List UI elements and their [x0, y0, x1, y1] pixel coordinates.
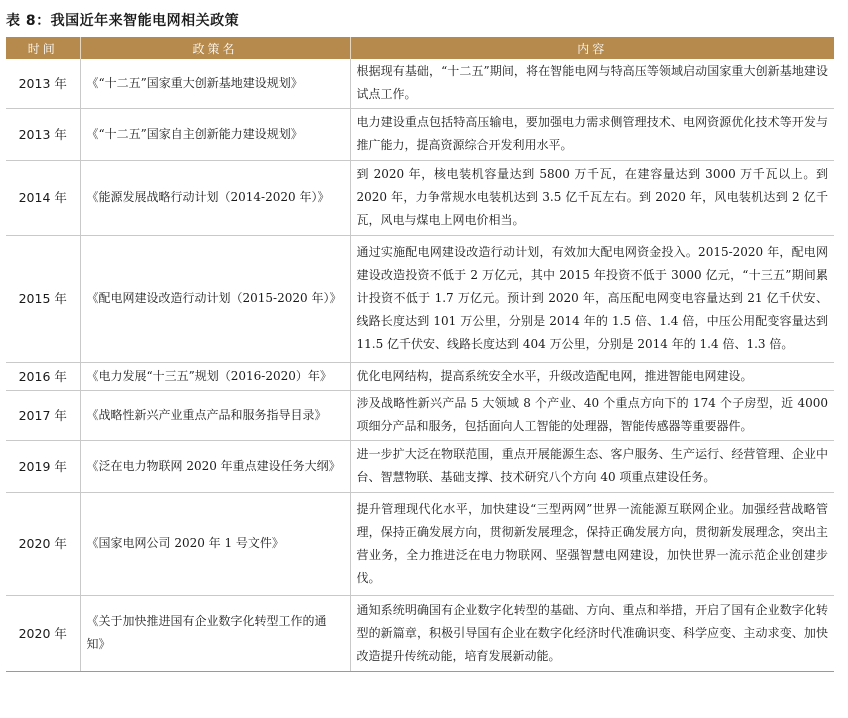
row-policy-name: 《国家电网公司 2020 年 1 号文件》	[80, 492, 350, 595]
row-content: 到 2020 年，核电装机容量达到 5800 万千瓦，在建容量达到 3000 万千瓦以上。到 2020 年，力争常规水电装机达到 3.5 亿千瓦左右。到 2020 年，风电装机达到 2 亿千瓦，风电与煤电上网电价相当。	[350, 160, 834, 235]
row-policy-name: 《电力发展“十三五”规划（2016-2020）年》	[80, 362, 350, 390]
row-content: 电力建设重点包括特高压输电，要加强电力需求侧管理技术、电网资源优化技术等开发与推广能力，提高资源综合开发利用水平。	[350, 108, 834, 160]
header-content: 内容	[350, 37, 834, 59]
table-title: 表 8：我国近年来智能电网相关政策	[6, 13, 240, 29]
row-content: 通知系统明确国有企业数字化转型的基础、方向、重点和举措，开启了国有企业数字化转型的新篇章，积极引导国有企业在数字化经济时代准确识变、科学应变、主动求变、加快改造提升传统动能，培育发展新动能。	[350, 595, 834, 671]
row-year: 2015 年	[6, 235, 80, 362]
header-year: 时间	[6, 37, 80, 59]
row-year: 2020 年	[6, 595, 80, 671]
row-year: 2017 年	[6, 390, 80, 440]
row-year: 2020 年	[6, 492, 80, 595]
row-year: 2013 年	[6, 108, 80, 160]
table-header-row	[6, 37, 834, 59]
table-row	[6, 59, 834, 108]
table-row	[6, 362, 834, 390]
header-policy-name: 政策名	[80, 37, 350, 59]
row-content: 进一步扩大泛在物联范围，重点开展能源生态、客户服务、生产运行、经营管理、企业中台、智慧物联、基础支撑、技术研究八个方向 40 项重点建设任务。	[350, 440, 834, 492]
row-year: 2016 年	[6, 362, 80, 390]
row-policy-name: 《“十二五”国家自主创新能力建设规划》	[80, 108, 350, 160]
table-row	[6, 492, 834, 595]
row-policy-name: 《泛在电力物联网 2020 年重点建设任务大纲》	[80, 440, 350, 492]
row-policy-name: 《战略性新兴产业重点产品和服务指导目录》	[80, 390, 350, 440]
table-row	[6, 440, 834, 492]
row-policy-name: 《关于加快推进国有企业数字化转型工作的通知》	[80, 595, 350, 671]
row-year: 2014 年	[6, 160, 80, 235]
row-policy-name: 《“十二五”国家重大创新基地建设规划》	[80, 59, 350, 108]
row-policy-name: 《能源发展战略行动计划（2014-2020 年）》	[80, 160, 350, 235]
row-policy-name: 《配电网建设改造行动计划（2015-2020 年）》	[80, 235, 350, 362]
row-content: 通过实施配电网建设改造行动计划，有效加大配电网资金投入。2015-2020 年，配电网建设改造投资不低于 2 万亿元，其中 2015 年投资不低于 3000 亿元，“十三五”期间累计投资不低于 1.7 万亿元。预计到 2020 年，高压配电网变电容量达到 21 亿千伏安、线路长度达到 101 万公里，分别是 2014 年的 1.5 倍、1.4 倍，中压公用配变容量达到 11.5 亿千伏安、线路长度达到 404 万公里，分别是 2014 年的 1.4 倍、1.3 倍。	[350, 235, 834, 362]
row-year: 2019 年	[6, 440, 80, 492]
table-row	[6, 390, 834, 440]
row-content: 根据现有基础，“十二五”期间，将在智能电网与特高压等领域启动国家重大创新基地建设试点工作。	[350, 59, 834, 108]
row-content: 优化电网结构，提高系统安全水平，升级改造配电网，推进智能电网建设。	[350, 362, 834, 390]
table-row	[6, 108, 834, 160]
policy-table	[6, 37, 834, 672]
table-row	[6, 235, 834, 362]
row-content: 涉及战略性新兴产品 5 大领域 8 个产业、40 个重点方向下的 174 个子房型，近 4000 项细分产品和服务，包括面向人工智能的处理器，智能传感器等重要器件。	[350, 390, 834, 440]
table-row	[6, 160, 834, 235]
row-year: 2013 年	[6, 59, 80, 108]
table-row	[6, 595, 834, 671]
row-content: 提升管理现代化水平，加快建设“三型两网”世界一流能源互联网企业。加强经营战略管理，保持正确发展方向，贯彻新发展理念，保持正确发展方向，贯彻新发展理念，突出主营业务，全力推进泛在电力物联网、坚强智慧电网建设，加快世界一流示范企业创建步伐。	[350, 492, 834, 595]
